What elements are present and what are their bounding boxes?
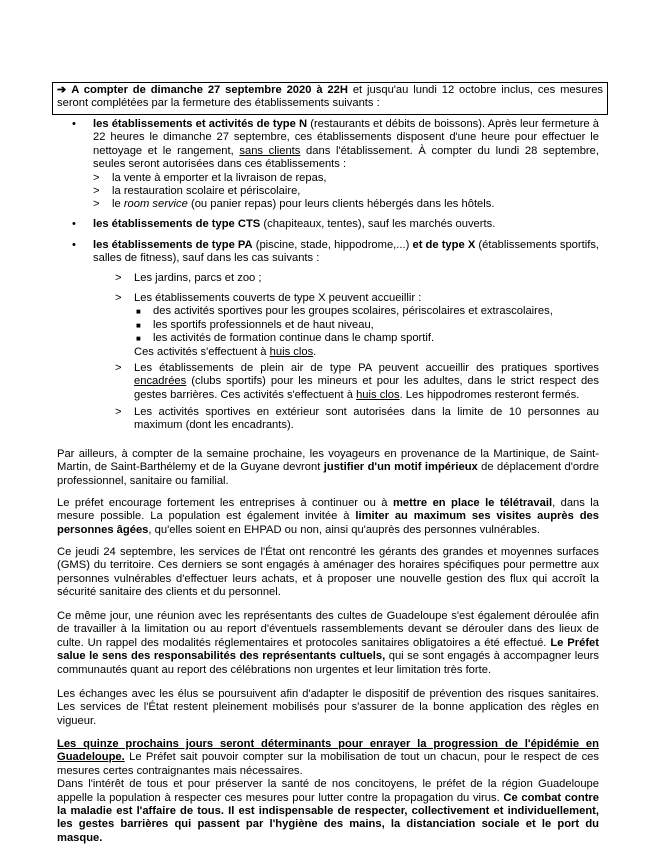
case-item (115, 362, 599, 402)
paragraph-bold: limiter au maximum ses visites auprès des personnes âgées (57, 510, 599, 536)
case-end (134, 346, 599, 359)
case-text (134, 362, 599, 402)
bullet-bold: les établissements de type PA (93, 239, 253, 251)
case-body (134, 292, 599, 359)
intro-date-bold: A compter de dimanche 27 septembre 2020 à 22H (71, 84, 348, 96)
case-span: . Les hippodromes resteront fermés. (399, 388, 580, 401)
case-item (115, 292, 599, 359)
bullet-bold: et de type X (412, 239, 476, 251)
bullet-text (93, 118, 599, 172)
square-item-text: les activités de formation continue dans le champ sportif. (153, 332, 435, 345)
square-item-text: des activités sportives pour les groupes scolaires, périscolaires et extrascolaires, (153, 305, 553, 318)
italic-text: room service (123, 198, 188, 211)
paragraph-span: , qu'elles soient en EHPAD ou non, ainsi qu'auprès des personnes vulnérables. (148, 523, 540, 536)
paragraph-span: , dans la mesure possible. La population est également invitée à (57, 497, 599, 523)
paragraph-bold: mettre en place le télétravail (392, 497, 553, 509)
case-text: . (313, 345, 317, 358)
chevron-right-icon: > (93, 171, 100, 184)
square-item (134, 319, 599, 332)
case-text: Les jardins, parcs et zoo ; (134, 272, 262, 284)
arrow-icon: ➔ (57, 84, 67, 96)
square-bullet-icon: ■ (136, 334, 141, 344)
bullet-type-cts (72, 218, 599, 231)
bullet-icon: • (72, 118, 76, 130)
paragraph-span: de déplacement d'ordre professionnel, sanitaire ou familial. (57, 461, 599, 487)
sub-item-text: (ou panier repas) pour leurs clients hébergés dans les hôtels. (187, 198, 495, 211)
underlined-text: huis clos (269, 345, 314, 358)
paragraph-span: Le préfet encourage fortement les entreprises à continuer ou à (57, 497, 393, 509)
conclusion-headline: Les quinze prochains jours seront déterminants pour enrayer la progression de l'épidémie en Guadeloupe. (57, 738, 599, 764)
chevron-right-icon: > (115, 362, 122, 374)
case-item (115, 272, 599, 285)
conclusion-line (57, 738, 599, 778)
intro-paragraph (57, 84, 603, 111)
underlined-text: encadrées (134, 375, 187, 388)
square-bullet-icon: ■ (136, 307, 141, 317)
underlined-text: huis clos (356, 388, 400, 401)
sub-item (93, 198, 599, 211)
bullet-text (93, 218, 599, 231)
paragraph-elected: Les échanges avec les élus se poursuivent afin d'adapter le dispositif de prévention des risques sanitaires. Les services de l'État restent pleinement mobilisés pour s'assurer de la bonne application des règles en vigueur. (57, 688, 599, 727)
sub-item (93, 185, 599, 198)
sub-item (93, 172, 599, 185)
sub-item-text: la vente à emporter et la livraison de repas, (112, 171, 327, 184)
paragraph-span: Dans l'intérêt de tous et pour préserver la santé de nos concitoyens, le préfet de la région Guadeloupe appelle la population à respecter ces mesures pour lutter contre la propagation du virus. (57, 778, 599, 804)
case-item (115, 406, 599, 433)
paragraph-span: Ce même jour, une réunion avec les représentants des cultes de Guadeloupe s'est également déroulée afin de travailler à la limitation ou au report d'éventuels rassemblements devant se dérouler dans des lieux de culte. Un rappel des modalités réglementaires et protocoles sanitaires obligatoires a été effectué. (57, 610, 599, 649)
case-text: Les activités sportives en extérieur sont autorisées dans la limite de 10 personnes au maximum (dont les encadrants). (134, 406, 599, 432)
case-span: (clubs sportifs) pour les mineurs et pour les adultes, dans le strict respect des gestes barrières. Ces activités s'effectuent à (134, 375, 599, 401)
paragraph-conclusion (57, 738, 599, 845)
case-text: Les établissements couverts de type X peuvent accueillir : (134, 292, 422, 304)
intro-box (52, 82, 608, 115)
paragraph-bold: Ce combat contre la maladie est l'affaire de tous. Il est indispensable de respecter, collectivement et individuellement, les gestes barrières qui passent par l'hygiène des mains, la distanciation sociale et le port du masque. (57, 791, 600, 844)
bullet-type-n (72, 118, 599, 212)
bullet-text (93, 239, 599, 266)
paragraph-span: Par ailleurs, à compter de la semaine prochaine, les voyageurs en provenance de la Martinique, de Saint-Martin, de Saint-Barthélemy et de la Guyane devront (57, 448, 599, 474)
bullet-bold: les établissements et activités de type N (93, 118, 308, 130)
sub-item-text: la restauration scolaire et périscolaire, (112, 185, 301, 198)
sub-list (93, 172, 599, 212)
intro-text: et jusqu'au lundi 12 octobre inclus, ces mesures seront complétées par la fermeture des établissements suivants : (57, 84, 604, 110)
bullet-span: (piscine, stade, hippodrome,...) (252, 239, 413, 251)
paragraph-telework (57, 497, 599, 537)
paragraph-travellers (57, 448, 599, 488)
square-item (134, 332, 599, 345)
bullet-span: (restaurants et débits de boissons). Après leur fermeture à 22 heures le dimanche 27 septembre, ces établissements disposent d'une heure pour effectuer le nettoyage et le rangement, (93, 118, 600, 157)
case-span: Les établissements de plein air de type PA peuvent accueillir des pratiques sportives (134, 362, 599, 374)
bullet-icon: • (72, 218, 76, 230)
chevron-right-icon: > (93, 198, 100, 211)
paragraph-bold: justifier d'un motif impérieux (323, 461, 478, 474)
underlined-text: sans clients (239, 144, 301, 157)
bullet-span: (établissements sportifs, salles de fitness), sauf dans les cas suivants : (93, 239, 600, 265)
conclusion-appeal (57, 778, 599, 845)
paragraph-cults (57, 610, 599, 677)
chevron-right-icon: > (93, 185, 100, 198)
paragraph-bold: Le Préfet salue le sens des responsabilités des représentants cultuels, (57, 636, 599, 663)
sub-item-text: le (112, 198, 124, 211)
square-item (134, 305, 599, 318)
bullet-type-pa-x (72, 239, 599, 266)
paragraph-span: qui se sont engagés à accompagner leurs communautés quant au report des célébrations non urgentes et leur limitation très forte. (57, 650, 599, 676)
bullet-span: (chapiteaux, tentes), sauf les marchés ouverts. (260, 218, 496, 230)
paragraph-gms: Ce jeudi 24 septembre, les services de l'État ont rencontré les gérants des grandes et moyennes surfaces (GMS) du territoire. Ces derniers se sont engagés à aménager des horaires spécifiques pour permettre aux personnes vulnérables d'effectuer leurs achats, et à proposer une nouvelle gestion des flux qui accroît la sécurité sanitaire des clients et du personnel. (57, 546, 599, 599)
bullet-bold: les établissements de type CTS (93, 218, 261, 230)
square-bullet-icon: ■ (136, 320, 141, 330)
paragraph-span: Le Préfet sait pouvoir compter sur la mobilisation de tout un chacun, pour le respect de ces mesures certes contraignantes mais nécessaires. (57, 751, 599, 777)
chevron-right-icon: > (115, 272, 122, 284)
chevron-right-icon: > (115, 406, 122, 418)
bullet-icon: • (72, 239, 76, 251)
bullet-span: dans l'établissement. À compter du lundi 28 septembre, seules seront autorisées dans ces établissements : (93, 144, 599, 171)
chevron-right-icon: > (115, 292, 122, 304)
case-text: Ces activités s'effectuent à (134, 345, 270, 358)
square-item-text: les sportifs professionnels et de haut niveau, (153, 318, 374, 331)
